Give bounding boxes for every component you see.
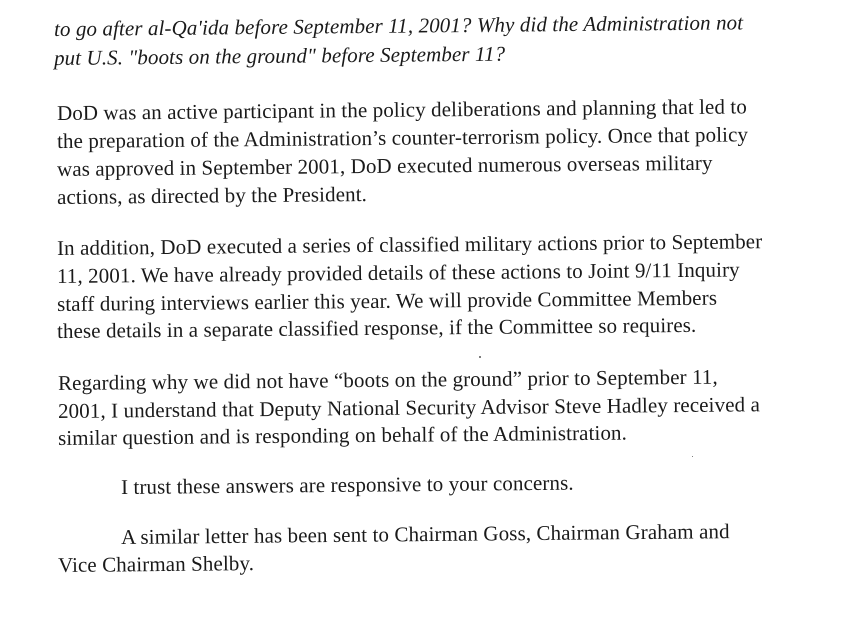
paragraph-2-line-3: staff during interviews earlier this year. We will provide Committee Members [56,285,718,316]
closing-2-line-2: Vice Chairman Shelby. [57,551,255,577]
paragraph-1-line-4: actions, as directed by the President. [56,182,368,209]
paragraph-3-line-3: similar question and is responding on behalf of the Administration. [57,420,628,450]
scan-speck [692,456,693,457]
paragraph-2-line-1: In addition, DoD executed a series of classified military actions prior to September [56,229,763,260]
question-line-1: to go after al-Qa'ida before September 11, 2001? Why did the Administration not [53,10,744,41]
paragraph-1-line-1: DoD was an active participant in the policy deliberations and planning that led to [56,94,748,125]
closing-2-line-1: A similar letter has been sent to Chairman Goss, Chairman Graham and [120,519,730,549]
paragraph-3-line-2: 2001, I understand that Deputy National Security Advisor Steve Hadley received a [57,392,761,423]
paragraph-1-line-3: was approved in September 2001, DoD executed numerous overseas military [56,150,713,181]
question-line-2: put U.S. "boots on the ground" before September 11? [53,41,506,70]
paragraph-1-line-2: the preparation of the Administration’s counter-terrorism policy. Once that policy [56,122,749,153]
paragraph-2-line-2: 11, 2001. We have already provided details of these actions to Joint 9/11 Inquiry [56,257,740,288]
scan-speck [479,356,481,358]
closing-1-line-1: I trust these answers are responsive to your concerns. [120,470,574,499]
paragraph-2-line-4: these details in a separate classified response, if the Committee so requires. [56,312,697,343]
paragraph-3-line-1: Regarding why we did not have “boots on the ground” prior to September 11, [57,364,718,395]
